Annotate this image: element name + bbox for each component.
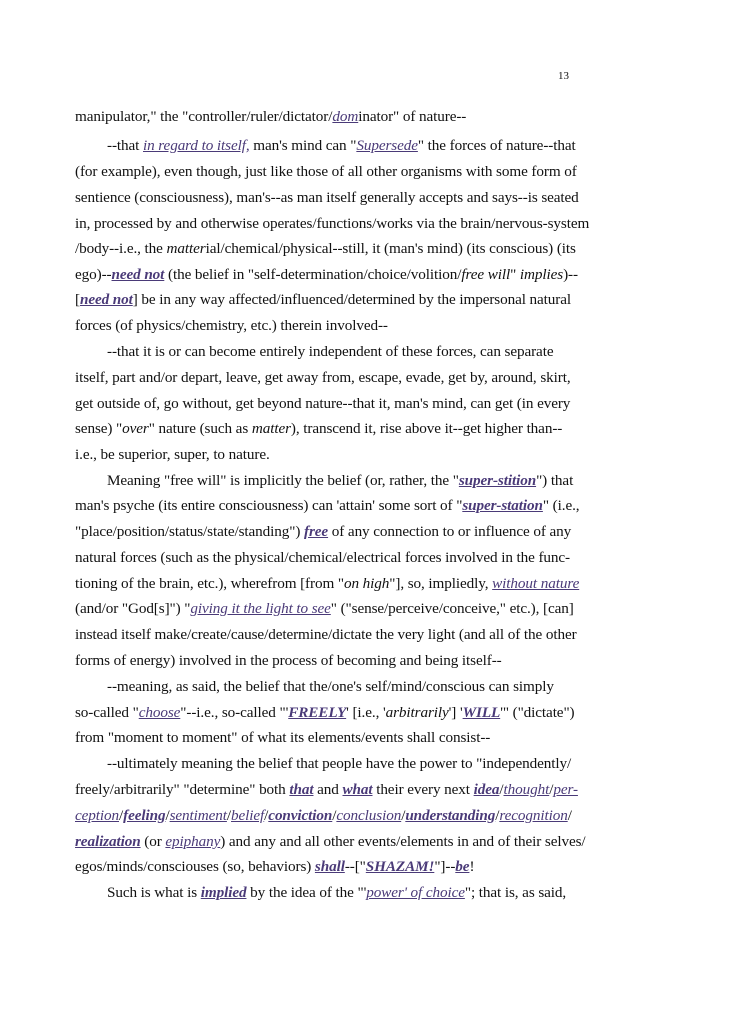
- text-line: [75, 368, 571, 388]
- emphasized-text: over: [122, 420, 149, 437]
- text-segment: /: [332, 807, 337, 824]
- emphasized-text: giving it the light to see: [190, 600, 331, 617]
- text-segment: "--i.e., so-called "': [180, 704, 289, 721]
- text-segment: ial/chemical/physical--still, it (man's mind) (its conscious) (its: [205, 240, 576, 257]
- emphasized-text: super-stition: [458, 472, 537, 489]
- text-segment: '] ': [448, 704, 463, 721]
- text-segment: sentience (consciousness), man's--as man itself generally accepts and says--is seated: [75, 189, 579, 206]
- text-segment: ) and any and all other events/elements in and of their selves/: [220, 833, 586, 850]
- emphasized-text: recognition: [499, 807, 568, 824]
- emphasized-text: implies: [519, 266, 564, 283]
- text-segment: !: [469, 858, 475, 875]
- text-segment: get outside of, go without, get beyond nature--that it, man's mind, can get (in every: [75, 395, 571, 412]
- text-segment: manipulator," the "controller/ruler/dictator/: [75, 108, 333, 125]
- emphasized-text: in regard to itself,: [143, 137, 250, 154]
- text-segment: ' [i.e., ': [346, 704, 386, 721]
- text-segment: Meaning "free will" is implicitly the belief (or, rather, the ": [107, 472, 459, 489]
- text-line: [75, 703, 575, 723]
- text-line: [75, 780, 578, 800]
- text-segment: /: [401, 807, 406, 824]
- text-line: [107, 754, 571, 774]
- emphasized-text: what: [342, 781, 373, 798]
- emphasized-text: shall: [314, 858, 345, 875]
- text-line: [107, 136, 576, 156]
- text-line: [107, 677, 554, 697]
- text-segment: --that: [107, 137, 143, 154]
- text-line: [75, 496, 580, 516]
- text-line: [75, 316, 388, 336]
- text-segment: " ("sense/perceive/conceive," etc.), [can]: [330, 600, 574, 617]
- text-segment: --meaning, as said, the belief that the/one's self/mind/conscious can simply: [107, 678, 554, 695]
- text-segment: by the idea of the "': [246, 884, 367, 901]
- text-line: [75, 599, 574, 619]
- text-segment: in, processed by and otherwise operates/functions/works via the brain/nervous-system: [75, 215, 590, 232]
- text-segment: /: [549, 781, 554, 798]
- text-line: [75, 625, 577, 645]
- text-segment: their every next: [372, 781, 474, 798]
- emphasized-text: free will: [461, 266, 511, 283]
- text-segment: (the belief in "self-determination/choice/volition/: [164, 266, 462, 283]
- emphasized-text: idea: [473, 781, 500, 798]
- emphasized-text: choose: [138, 704, 181, 721]
- text-line: [75, 651, 502, 671]
- page-number: 13: [558, 70, 569, 82]
- text-segment: /: [499, 781, 504, 798]
- text-segment: "place/position/status/state/standing"): [75, 523, 305, 540]
- text-segment: "]--: [434, 858, 456, 875]
- text-line: [75, 522, 571, 542]
- emphasized-text: FREELY: [288, 704, 347, 721]
- text-segment: (for example), even though, just like those of all other organisms with some form of: [75, 163, 577, 180]
- emphasized-text: realization: [75, 833, 141, 850]
- text-line: [75, 107, 466, 127]
- text-segment: ego)--: [75, 266, 112, 283]
- text-segment: ] be in any way affected/influenced/determined by the impersonal natural: [132, 291, 572, 308]
- text-segment: i.e., be superior, super, to nature.: [75, 446, 270, 463]
- text-segment: instead itself make/create/cause/determine/dictate the very light (and all of the other: [75, 626, 577, 643]
- emphasized-text: sentiment: [169, 807, 227, 824]
- emphasized-text: without nature: [492, 575, 580, 592]
- text-segment: --that it is or can become entirely independent of these forces, can separate: [107, 343, 554, 360]
- text-segment: ") that: [536, 472, 574, 489]
- emphasized-text: matter: [251, 420, 291, 437]
- text-segment: --ultimately meaning the belief that people have the power to "independently/: [107, 755, 572, 772]
- text-line: [75, 290, 571, 310]
- text-segment: freely/arbitrarily" "determine" both: [75, 781, 290, 798]
- text-line: [75, 394, 570, 414]
- text-line: [75, 728, 490, 748]
- emphasized-text: power' of choice: [366, 884, 465, 901]
- text-line: [107, 471, 573, 491]
- emphasized-text: conclusion: [336, 807, 402, 824]
- text-segment: so-called ": [75, 704, 139, 721]
- text-segment: " nature (such as: [148, 420, 252, 437]
- text-segment: )--: [563, 266, 578, 283]
- text-segment: forces (of physics/chemistry, etc.) therein involved--: [75, 317, 388, 334]
- text-segment: man's psyche (its entire consciousness) can 'attain' some sort of ": [75, 497, 463, 514]
- emphasized-text: need not: [79, 291, 133, 308]
- text-line: [75, 574, 579, 594]
- emphasized-text: on high: [343, 575, 390, 592]
- text-segment: Such is what is: [107, 884, 201, 901]
- text-line: [75, 265, 578, 285]
- text-segment: /: [226, 807, 232, 824]
- emphasized-text: WILL: [462, 704, 501, 721]
- text-line: [75, 857, 474, 877]
- text-segment: " the forces of nature--that: [417, 137, 576, 154]
- text-segment: /: [264, 807, 269, 824]
- text-segment: itself, part and/or depart, leave, get away from, escape, evade, get by, around, skirt,: [75, 369, 571, 386]
- text-line: [75, 832, 586, 852]
- text-line: [75, 239, 576, 259]
- emphasized-text: per-: [553, 781, 578, 798]
- emphasized-text: that: [289, 781, 314, 798]
- emphasized-text: feeling: [123, 807, 166, 824]
- emphasized-text: Supersede: [356, 137, 418, 154]
- text-segment: forms of energy) involved in the process of becoming and being itself--: [75, 652, 502, 669]
- text-segment: ": [510, 266, 520, 283]
- text-segment: ), transcend it, rise above it--get higher than--: [290, 420, 563, 437]
- emphasized-text: understanding: [405, 807, 496, 824]
- text-segment: "], so, impliedly,: [389, 575, 493, 592]
- text-segment: inator" of nature--: [358, 108, 467, 125]
- text-segment: and: [313, 781, 343, 798]
- text-segment: "; that is, as said,: [464, 884, 567, 901]
- emphasized-text: free: [304, 523, 329, 540]
- text-line: [75, 419, 562, 439]
- emphasized-text: thought: [503, 781, 550, 798]
- text-segment: /: [165, 807, 170, 824]
- text-segment: natural forces (such as the physical/chemical/electrical forces involved in the func-: [75, 549, 571, 566]
- text-line: [75, 188, 579, 208]
- emphasized-text: arbitrarily: [385, 704, 449, 721]
- text-segment: of any connection to or influence of any: [328, 523, 572, 540]
- text-segment: /: [567, 807, 572, 824]
- emphasized-text: implied: [200, 884, 247, 901]
- text-segment: '" ("dictate"): [500, 704, 575, 721]
- text-line: [75, 548, 570, 568]
- emphasized-text: conviction: [268, 807, 333, 824]
- text-segment: [: [75, 291, 80, 308]
- emphasized-text: SHAZAM!: [365, 858, 435, 875]
- emphasized-text: be: [455, 858, 470, 875]
- text-segment: egos/minds/consciouses (so, behaviors): [75, 858, 315, 875]
- text-segment: --[": [344, 858, 366, 875]
- text-segment: /body--i.e., the: [75, 240, 167, 257]
- text-segment: sense) ": [75, 420, 123, 437]
- text-line: [75, 214, 589, 234]
- text-line: [107, 342, 553, 362]
- text-segment: /: [119, 807, 124, 824]
- text-segment: (and/or "God[s]") ": [75, 600, 191, 617]
- text-segment: tioning of the brain, etc.), wherefrom [from ": [75, 575, 344, 592]
- text-line: [75, 445, 270, 465]
- text-segment: " (i.e.,: [542, 497, 580, 514]
- text-segment: (or: [140, 833, 166, 850]
- emphasized-text: dom: [332, 108, 359, 125]
- emphasized-text: super-station: [462, 497, 543, 514]
- text-segment: man's mind can ": [249, 137, 357, 154]
- emphasized-text: epiphany: [165, 833, 221, 850]
- emphasized-text: matter: [166, 240, 206, 257]
- emphasized-text: ception: [75, 807, 120, 824]
- text-segment: from "moment to moment" of what its elements/events shall consist--: [75, 729, 491, 746]
- text-line: [75, 162, 577, 182]
- emphasized-text: need not: [111, 266, 165, 283]
- text-line: [75, 806, 572, 826]
- emphasized-text: belief: [231, 807, 265, 824]
- text-segment: /: [495, 807, 500, 824]
- text-line: [107, 883, 566, 903]
